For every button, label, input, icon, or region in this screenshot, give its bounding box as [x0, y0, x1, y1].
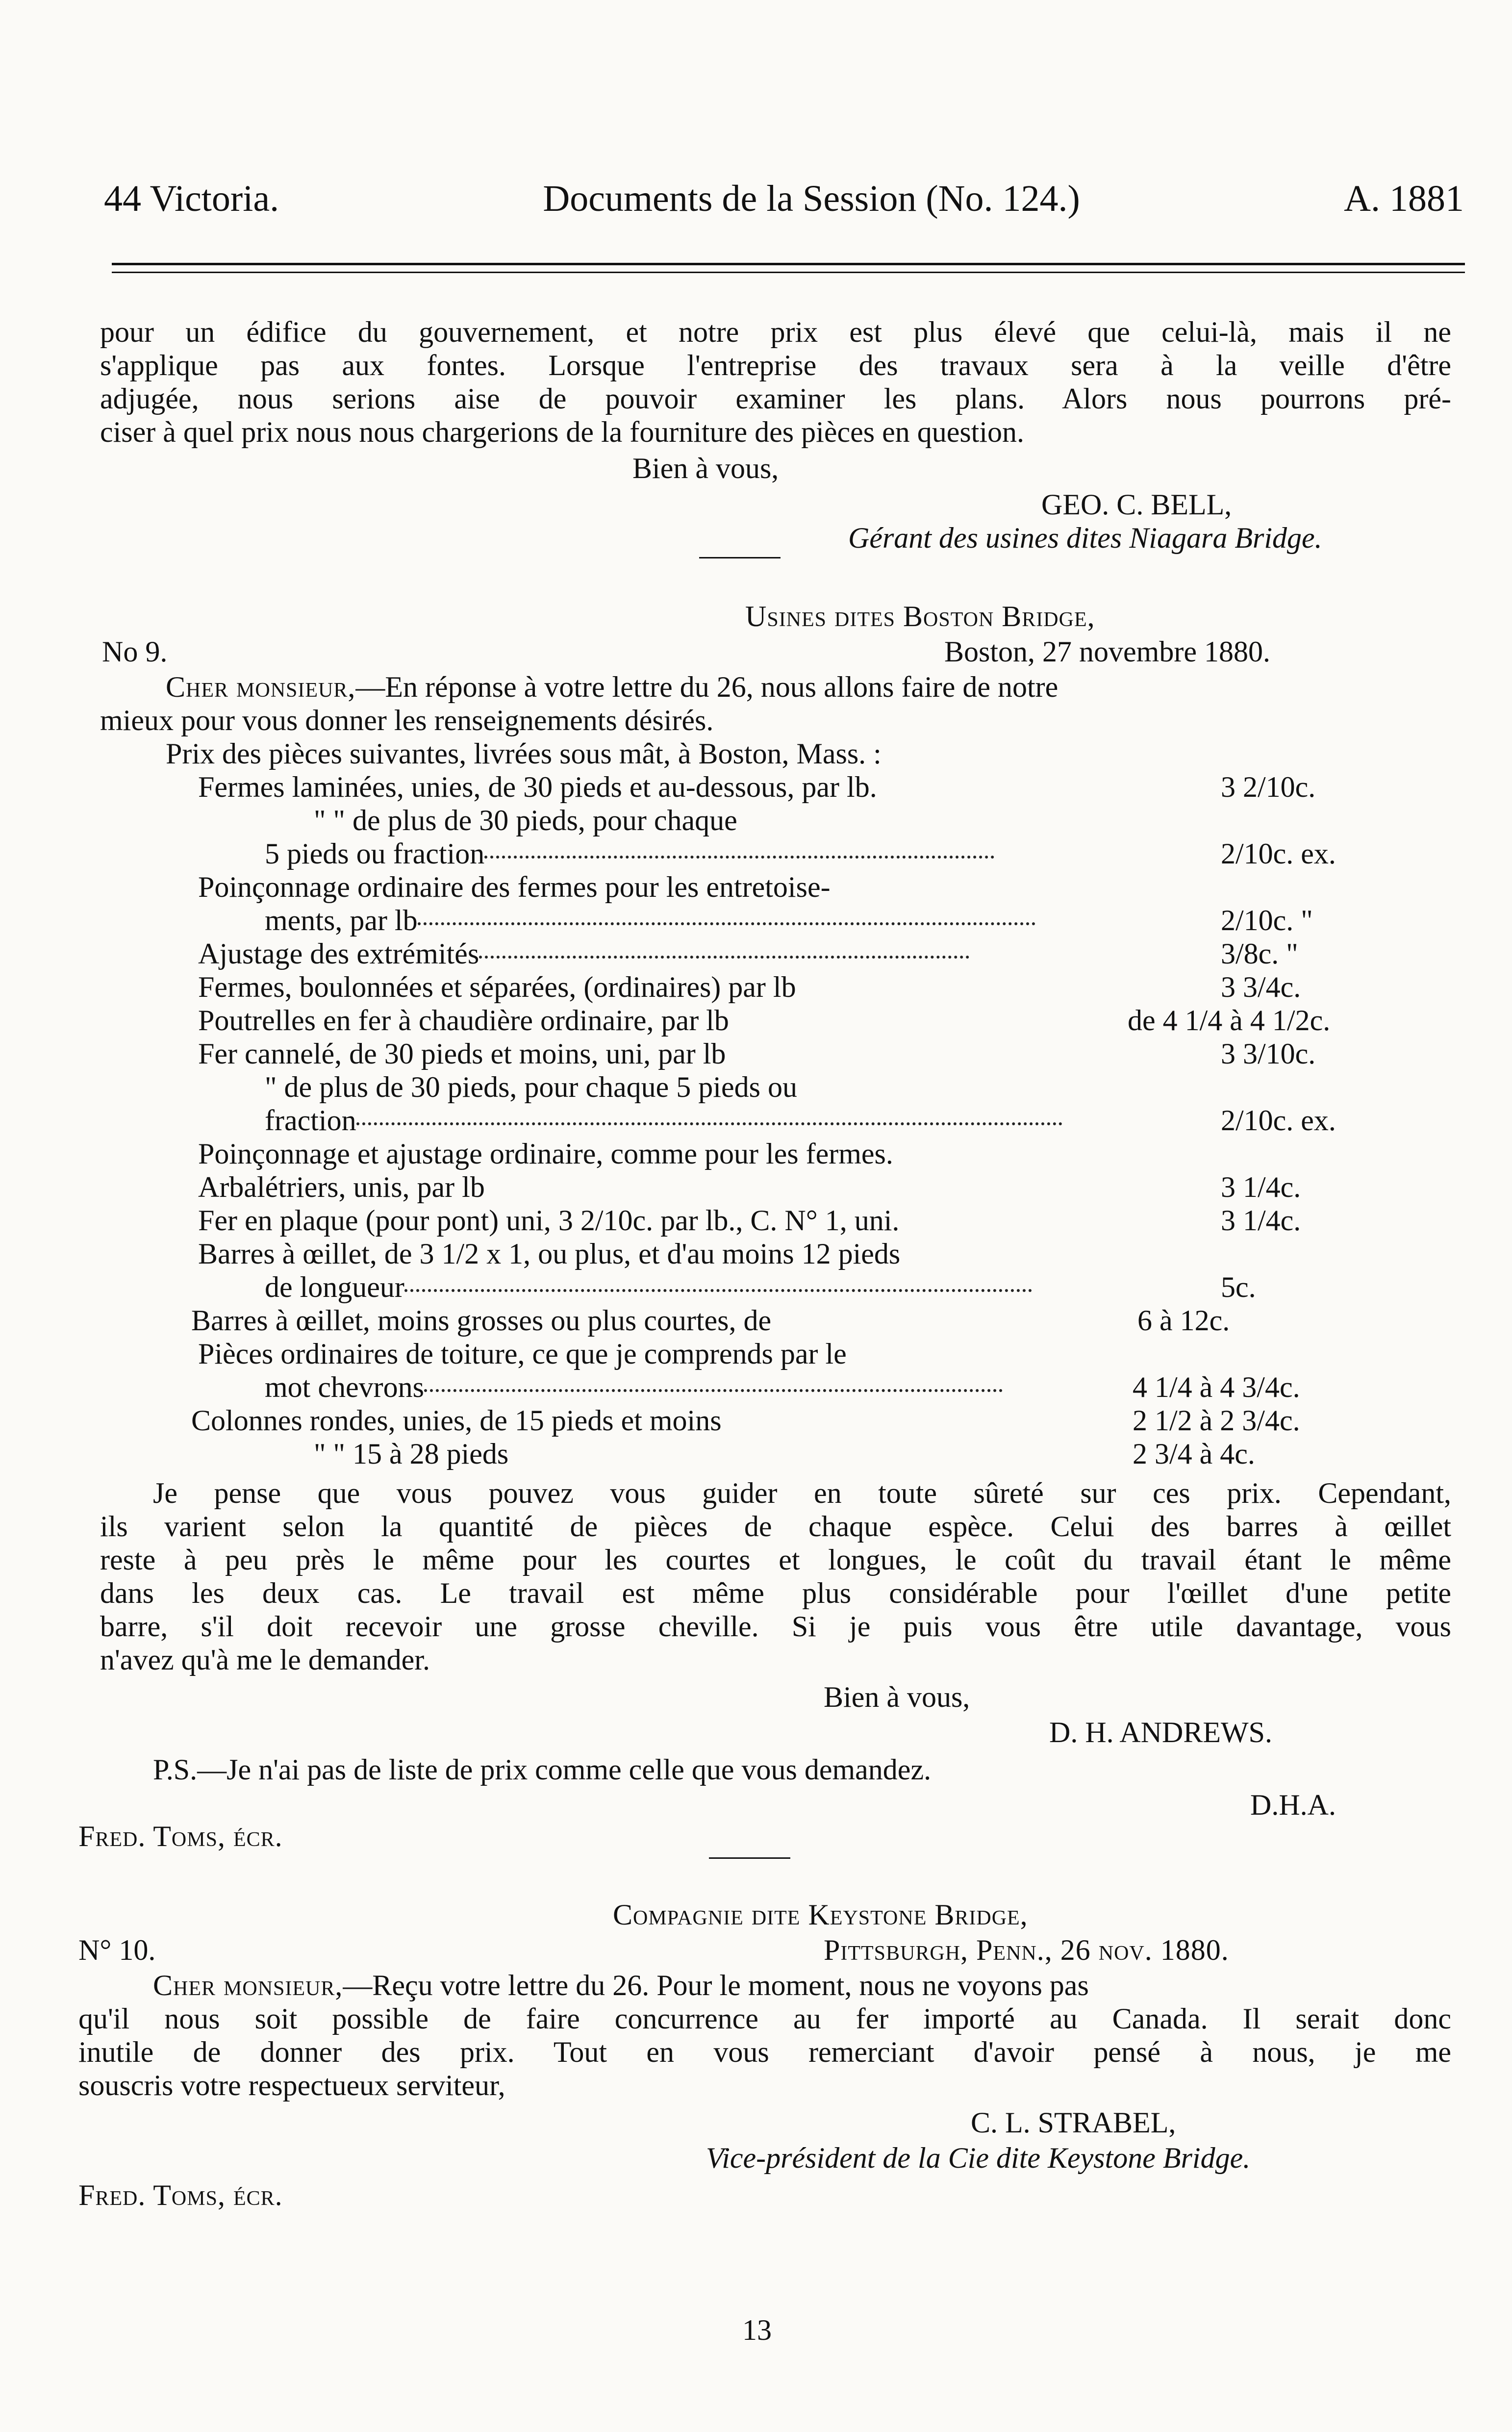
price-item-17: Barres à œillet, moins grosses ou plus courtes, de	[191, 1304, 772, 1337]
price-item-16-text: de longueur	[265, 1271, 404, 1303]
letter9-company: Usines dites Boston Bridge,	[745, 600, 1095, 633]
header-center: Documents de la Session (No. 124.)	[543, 178, 1080, 219]
top-letter-line-4: ciser à quel prix nous nous chargerions de la fourniture des pièces en question.	[100, 416, 1025, 448]
price-item-3	[265, 836, 994, 872]
leader-dots	[484, 856, 994, 859]
price-item-5	[265, 902, 1035, 938]
price-value-3: 2/10c. ex.	[1221, 837, 1336, 870]
price-item-6	[198, 936, 969, 972]
letter10-signature: C. L. STRABEL,	[971, 2106, 1176, 2139]
letter-separator-1	[699, 557, 781, 558]
letter9-intro-line-2: mieux pour vous donner les renseignements désirés.	[100, 704, 714, 736]
page-header	[104, 177, 1464, 221]
leader-dots	[418, 922, 1035, 925]
letter9-body-line-5: barre, s'il doit recevoir une grosse cheville. Si je puis vous être utile davantage, vous	[100, 1610, 1451, 1643]
price-value-6: 3/8c. "	[1221, 937, 1298, 970]
price-value-19: 4 1/4 à 4 3/4c.	[1133, 1371, 1300, 1403]
header-rule-bottom	[112, 272, 1465, 273]
letter9-closing: Bien à vous,	[824, 1681, 970, 1713]
price-item-2: " " de plus de 30 pieds, pour chaque	[314, 804, 737, 836]
letter10-line-2: qu'il nous soit possible de faire concurrence au fer importé au Canada. Il serait donc	[78, 2002, 1451, 2035]
header-rule-top	[112, 263, 1465, 265]
leader-dots	[479, 956, 969, 959]
top-letter-line-3: adjugée, nous serions aise de pouvoir examiner les plans. Alors nous pourrons pré-	[100, 382, 1451, 415]
letter9-intro-line-1	[166, 669, 1058, 705]
price-value-7: 3 3/4c.	[1221, 971, 1301, 1003]
price-value-5: 2/10c. "	[1221, 904, 1313, 937]
letter10-company: Compagnie dite Keystone Bridge,	[613, 1899, 1028, 1931]
price-item-14: Fer en plaque (pour pont) uni, 3 2/10c. par lb., C. N° 1, uni.	[198, 1204, 900, 1237]
price-item-7: Fermes, boulonnées et séparées, (ordinaires) par lb	[198, 971, 796, 1003]
price-item-10: " de plus de 30 pieds, pour chaque 5 pieds ou	[265, 1071, 797, 1103]
price-value-16: 5c.	[1221, 1271, 1256, 1303]
letter9-body-line-2: ils varient selon la quantité de pièces de chaque espèce. Celui des barres à œillet	[100, 1510, 1451, 1543]
letter9-ps: P.S.—Je n'ai pas de liste de prix comme celle que vous demandez.	[153, 1753, 932, 1786]
price-item-11-text: fraction	[265, 1104, 356, 1137]
price-item-3-text: 5 pieds ou fraction	[265, 837, 485, 870]
letter9-body-line-1: Je pense que vous pouvez vous guider en toute sûreté sur ces prix. Cependant,	[153, 1477, 1451, 1509]
leader-dots	[424, 1389, 1003, 1392]
price-value-8: de 4 1/4 à 4 1/2c.	[1128, 1004, 1331, 1037]
letter10-line-1-text: —Reçu votre lettre du 26. Pour le moment, nous ne voyons pas	[343, 1969, 1089, 2001]
price-item-12: Poinçonnage et ajustage ordinaire, comme pour les fermes.	[198, 1138, 893, 1170]
letter9-intro-text: —En réponse à votre lettre du 26, nous allons faire de notre	[355, 671, 1058, 703]
price-item-19-text: mot chevrons	[265, 1371, 424, 1403]
price-item-4: Poinçonnage ordinaire des fermes pour les entretoise-	[198, 871, 831, 903]
letter9-body-line-6: n'avez qu'à me le demander.	[100, 1644, 430, 1676]
letter9-recipient: Fred. Toms, écr.	[78, 1820, 283, 1852]
price-item-13: Arbalétriers, unis, par lb	[198, 1171, 485, 1203]
leader-dots	[404, 1289, 1032, 1292]
letter9-number: No 9.	[102, 635, 168, 668]
top-letter-line-2: s'applique pas aux fontes. Lorsque l'entreprise des travaux sera à la veille d'être	[100, 349, 1451, 381]
price-item-20: Colonnes rondes, unies, de 15 pieds et moins	[191, 1404, 722, 1437]
letter9-body-line-3: reste à peu près le même pour les courtes et longues, le coût du travail étant le même	[100, 1544, 1451, 1576]
header-right: A. 1881	[1344, 178, 1464, 219]
price-item-1: Fermes laminées, unies, de 30 pieds et au-dessous, par lb.	[198, 771, 877, 803]
letter10-salutation: Cher monsieur,	[153, 1969, 343, 2001]
price-item-9: Fer cannelé, de 30 pieds et moins, uni, par lb	[198, 1038, 726, 1070]
price-value-20: 2 1/2 à 2 3/4c.	[1133, 1404, 1300, 1437]
price-item-6-text: Ajustage des extrémités	[198, 937, 479, 970]
price-item-18: Pièces ordinaires de toiture, ce que je comprends par le	[198, 1338, 847, 1370]
letter10-recipient: Fred. Toms, écr.	[78, 2179, 283, 2211]
letter10-number: N° 10.	[78, 1934, 156, 1966]
top-letter-title: Gérant des usines dites Niagara Bridge.	[848, 522, 1322, 554]
price-value-1: 3 2/10c.	[1221, 771, 1316, 803]
letter10-line-3: inutile de donner des prix. Tout en vous remerciant d'avoir pensé à nous, je me	[78, 2036, 1451, 2068]
price-value-21: 2 3/4 à 4c.	[1133, 1438, 1255, 1470]
letter10-line-1	[153, 1967, 1089, 2003]
letter9-body-line-4: dans les deux cas. Le travail est même plus considérable pour l'œillet d'une petite	[100, 1577, 1451, 1609]
top-letter-line-1: pour un édifice du gouvernement, et notre prix est plus élevé que celui-là, mais il ne	[100, 316, 1451, 348]
top-letter-closing: Bien à vous,	[632, 452, 779, 484]
page-number: 13	[742, 2314, 772, 2346]
header-left: 44 Victoria.	[104, 178, 279, 219]
letter-separator-2	[709, 1857, 790, 1859]
leader-dots	[356, 1122, 1062, 1125]
price-value-17: 6 à 12c.	[1137, 1304, 1230, 1337]
price-item-15: Barres à œillet, de 3 1/2 x 1, ou plus, et d'au moins 12 pieds	[198, 1238, 901, 1270]
letter10-line-4: souscris votre respectueux serviteur,	[78, 2069, 505, 2102]
price-item-5-text: ments, par lb	[265, 904, 418, 937]
letter9-salutation: Cher monsieur,	[166, 671, 356, 703]
price-value-9: 3 3/10c.	[1221, 1038, 1316, 1070]
price-item-19	[265, 1369, 1003, 1405]
price-item-16	[265, 1269, 1032, 1305]
price-item-8: Poutrelles en fer à chaudière ordinaire, par lb	[198, 1004, 729, 1037]
top-letter-signature: GEO. C. BELL,	[1041, 488, 1232, 521]
letter9-ps-initials: D.H.A.	[1250, 1789, 1336, 1821]
price-item-21: " " 15 à 28 pieds	[314, 1438, 509, 1470]
price-value-13: 3 1/4c.	[1221, 1171, 1301, 1203]
letter10-title: Vice-président de la Cie dite Keystone Bridge.	[706, 2142, 1251, 2174]
price-value-11: 2/10c. ex.	[1221, 1104, 1336, 1137]
letter9-place-date: Boston, 27 novembre 1880.	[944, 635, 1270, 668]
price-item-11	[265, 1102, 1062, 1139]
price-value-14: 3 1/4c.	[1221, 1204, 1301, 1237]
letter9-signature: D. H. ANDREWS.	[1049, 1716, 1273, 1748]
letter10-place-date: Pittsburgh, Penn., 26 nov. 1880.	[824, 1934, 1229, 1966]
letter9-prices-intro: Prix des pièces suivantes, livrées sous mât, à Boston, Mass. :	[166, 737, 882, 770]
